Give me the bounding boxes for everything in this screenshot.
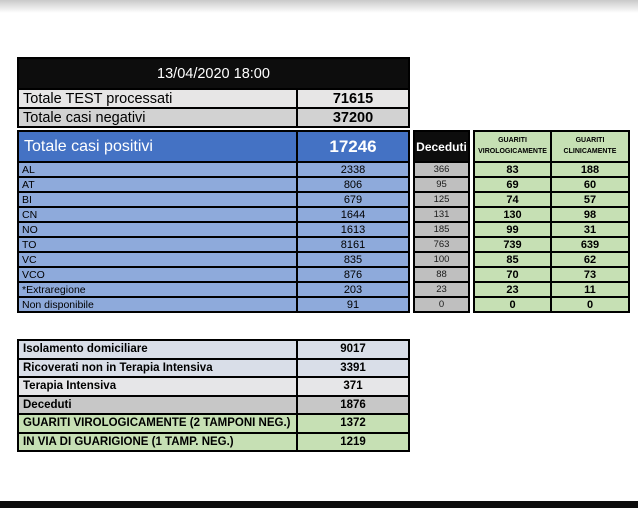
province-recovered-clinically: 31 (550, 221, 630, 238)
province-deaths: 88 (413, 266, 470, 283)
table-row (17, 107, 630, 128)
column-header-recovered-virologically: GUARITI VIROLOGICAMENTE (473, 130, 552, 163)
province-positives: 806 (296, 176, 410, 193)
province-name: CN (17, 206, 298, 223)
outcome-row (17, 413, 410, 434)
province-recovered-clinically: 57 (550, 191, 630, 208)
province-positives: 8161 (296, 236, 410, 253)
province-recovered-clinically: 98 (550, 206, 630, 223)
province-deaths: 131 (413, 206, 470, 223)
province-name: AT (17, 176, 298, 193)
province-name: VC (17, 251, 298, 268)
summary-value: 37200 (296, 107, 410, 128)
province-recovered-clinically: 188 (550, 161, 630, 178)
province-deaths: 23 (413, 281, 470, 298)
outcome-label: Deceduti (17, 395, 298, 416)
province-positives: 2338 (296, 161, 410, 178)
province-recovered-virologically: 23 (473, 281, 552, 298)
province-recovered-clinically: 639 (550, 236, 630, 253)
province-name: Non disponibile (17, 296, 298, 313)
outcomes-table (17, 339, 410, 452)
column-header-deaths: Deceduti (413, 130, 470, 163)
summary-value: 71615 (296, 88, 410, 109)
outcome-value: 9017 (296, 339, 410, 360)
bottom-black-bar (0, 501, 638, 508)
province-recovered-clinically: 0 (550, 296, 630, 313)
outcome-label: GUARITI VIROLOGICAMENTE (2 TAMPONI NEG.) (17, 413, 298, 434)
outcome-label: Ricoverati non in Terapia Intensiva (17, 358, 298, 379)
report-timestamp: 13/04/2020 18:00 (17, 57, 410, 90)
outcome-label: Isolamento domiciliare (17, 339, 298, 360)
province-deaths: 100 (413, 251, 470, 268)
positives-header-row (17, 130, 630, 163)
outcome-row (17, 376, 410, 397)
province-recovered-clinically: 73 (550, 266, 630, 283)
province-recovered-virologically: 69 (473, 176, 552, 193)
province-name: TO (17, 236, 298, 253)
province-positives: 679 (296, 191, 410, 208)
province-positives: 91 (296, 296, 410, 313)
province-recovered-virologically: 70 (473, 266, 552, 283)
summary-label: Totale TEST processati (17, 88, 298, 109)
province-recovered-clinically: 62 (550, 251, 630, 268)
province-deaths: 0 (413, 296, 470, 313)
outcome-row (17, 395, 410, 416)
province-recovered-clinically: 11 (550, 281, 630, 298)
outcome-row (17, 358, 410, 379)
province-positives: 1613 (296, 221, 410, 238)
province-positives: 876 (296, 266, 410, 283)
main-table (17, 57, 630, 313)
province-recovered-clinically: 60 (550, 176, 630, 193)
province-row (17, 296, 630, 313)
province-deaths: 763 (413, 236, 470, 253)
province-deaths: 185 (413, 221, 470, 238)
province-recovered-virologically: 83 (473, 161, 552, 178)
province-name: VCO (17, 266, 298, 283)
province-deaths: 366 (413, 161, 470, 178)
province-positives: 203 (296, 281, 410, 298)
province-recovered-virologically: 0 (473, 296, 552, 313)
positives-total: 17246 (296, 130, 410, 163)
province-recovered-virologically: 130 (473, 206, 552, 223)
outcome-value: 1876 (296, 395, 410, 416)
top-gradient-band (0, 0, 638, 13)
column-header-recovered-clinically: GUARITI CLINICAMENTE (550, 130, 630, 163)
province-name: AL (17, 161, 298, 178)
outcome-value: 1372 (296, 413, 410, 434)
province-recovered-virologically: 85 (473, 251, 552, 268)
province-name: NO (17, 221, 298, 238)
province-recovered-virologically: 74 (473, 191, 552, 208)
province-deaths: 125 (413, 191, 470, 208)
province-positives: 1644 (296, 206, 410, 223)
date-header-row (17, 57, 630, 90)
summary-label: Totale casi negativi (17, 107, 298, 128)
outcome-row (17, 339, 410, 360)
positives-label: Totale casi positivi (17, 130, 298, 163)
outcome-label: Terapia Intensiva (17, 376, 298, 397)
table-row (17, 88, 630, 109)
outcome-value: 1219 (296, 432, 410, 453)
outcome-label: IN VIA DI GUARIGIONE (1 TAMP. NEG.) (17, 432, 298, 453)
province-name: BI (17, 191, 298, 208)
province-positives: 835 (296, 251, 410, 268)
outcome-value: 3391 (296, 358, 410, 379)
outcome-row (17, 432, 410, 453)
province-recovered-virologically: 739 (473, 236, 552, 253)
province-name: *Extraregione (17, 281, 298, 298)
province-recovered-virologically: 99 (473, 221, 552, 238)
province-deaths: 95 (413, 176, 470, 193)
outcome-value: 371 (296, 376, 410, 397)
